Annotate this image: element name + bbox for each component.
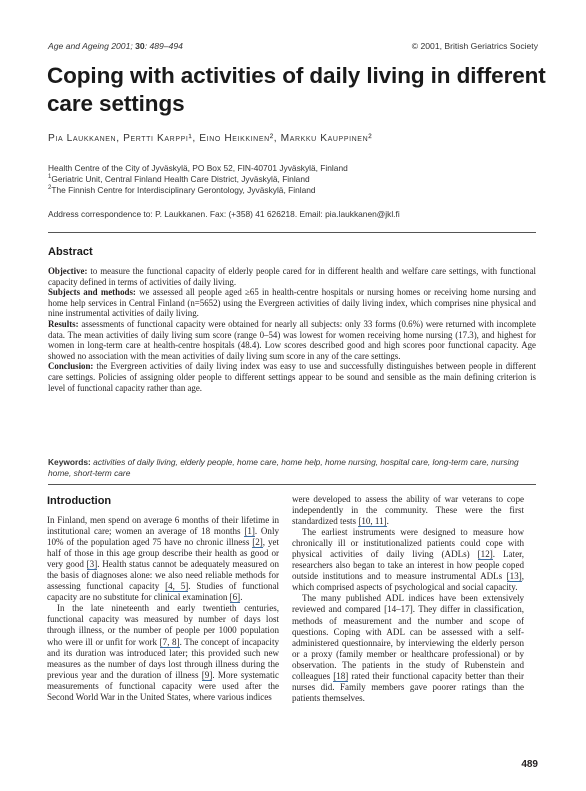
column-left [47,515,279,703]
paragraph-text: . The concept of incapacity and its duration was introduced later; this provided such new measures as the number of days lost through illness during the previous year and the duration of illness [47,636,279,680]
intro-paragraph-2 [47,603,279,702]
citation-link[interactable]: [12] [477,549,493,560]
affiliation-0: Health Centre of the City of Jyväskylä, PO Box 52, FIN-40701 Jyväskylä, Finland [48,163,348,173]
paragraph-text: . Health status cannot be adequately measured on the basis of diagnoses alone: we also need reliable methods for assessing functional capacity [47,559,279,592]
paragraph-text: , which comprised aspects of psychological and social capacity. [292,571,524,593]
author-list: Pia Laukkanen, Pertti Karppi¹, Eino Heikkinen², Markku Kauppinen² [48,133,373,144]
paragraph-text: . Later, researchers also began to take an interest in how people coped outside institutions and to measure instrumental ADLs [292,549,524,582]
intro-paragraph-3 [292,494,524,527]
abstract-objective: Objective: to measure the functional capacity of elderly people cared for in different health and welfare care settings, with functional capacity defined in terms of activities of daily living. [48,266,536,287]
citation-link[interactable]: [1] [244,526,255,537]
paragraph-text: The many published ADL indices have been extensively reviewed and compared [14–17]. They differ in classification, methods of measurement and the number and scope of questions. Coping with ADL can be assessed with a self-administered questionnaire, by interviewing the elderly person or a proxy (family member or healthcare professional) or by observation. The patients in the study of Rubenstein and colleagues [292,593,524,681]
affiliation-1: $^1$Geriatric Unit, Central Finland Health Care District, Jyväskylä, Finland [48,174,310,184]
paragraph-text: The earliest instruments were designed to measure how chronically ill or institutionalized patients could cope with physical activities of daily living (ADLs) [292,527,524,560]
abstract-methods: Subjects and methods: we assessed all people aged ≥65 in health-centre hospitals or nursing homes or receiving home nursing and home help services in Central Finland (n=5652) using the Evergreen activities of daily living index, which comprises nine physical and nine instrumental activities of daily living. [48,287,536,319]
paragraph-text: , yet half of those in this age group describe their health as good or very good [47,537,279,570]
abstract-heading: Abstract [48,246,93,258]
citation-link[interactable]: [9] [201,669,213,680]
article-title: Coping with activities of daily living in different care settings [47,63,546,116]
page-number: 489 [521,759,538,770]
paragraph-text: were developed to assess the ability of war veterans to cope independently in the community. These were the first standardized tests [292,494,524,527]
affiliation-2: $^2$The Finnish Centre for Interdisciplinary Gerontology, Jyväskylä, Finland [48,185,316,195]
abstract-body [48,266,536,393]
paragraph-text: . Only 10% of the population aged 75 have no chronic illness [47,526,279,548]
citation-link[interactable]: [6] [229,592,241,603]
abstract-results: Results: assessments of functional capacity were obtained for nearly all subjects: only 33 forms (0.6%) were returned with incomplete data. The mean activities of daily living sum score (range 0–54) was lowest for women receiving home nursing (17.3), and highest for women in long-term care at health-centre hospitals (48.4). Low scores described good and high scores poor functional capacity. Age showed no association with the mean activities of daily living sum score in any of the care settings. [48,318,536,361]
paragraph-text: . More systematic measurements of functional capacity were used after the Second World War in the United States, where various indices [47,669,279,702]
intro-paragraph-1 [47,515,279,603]
citation-link[interactable]: [10, 11] [358,516,387,527]
paragraph-text: . Studies of functional capacity are no substitute for clinical examination [47,581,279,603]
citation-link[interactable]: [13] [506,571,522,582]
abstract-conclusion: Conclusion: the Evergreen activities of daily living index was easy to use and successfully distinguishes between people in different care settings. Policies of assigning older people to different settings appear to be sound and sensible as the main defining criterion is level of functional capacity rather than age. [48,361,536,393]
paragraph-text: In Finland, men spend on average 6 months of their lifetime in institutional care; women an average of 18 months [47,515,279,537]
paragraph-text: In the late nineteenth and early twentieth centuries, functional capacity was measured by number of days lost through illness, or the number of people per 1000 population who were ill or unfit for work [47,603,279,647]
column-right [292,494,524,704]
intro-paragraph-4 [292,527,524,593]
journal-volume: 30 [135,41,145,51]
copyright-notice: © 2001, British Geriatrics Society [411,41,538,51]
divider-bottom [48,484,536,485]
journal-citation: Age and Ageing 2001; 30: 489–494 [48,41,183,51]
journal-pages: : 489–494 [144,41,183,51]
paragraph-text: . [240,592,243,603]
citation-link[interactable]: [7, 8] [159,636,180,647]
introduction-heading: Introduction [47,495,112,507]
keywords: Keywords: activities of daily living, elderly people, home care, home help, home nursing, hospital care, long-term care, nursing home, short-term care [48,457,519,479]
citation-link[interactable]: [2] [252,537,263,548]
paragraph-text: . [386,516,389,527]
divider-top [48,232,536,233]
paragraph-text: rated their functional capacity better than their nurses did. Family members gave poorer ratings than the patients themselves. [292,670,524,703]
correspondence-address: Address correspondence to: P. Laukkanen. Fax: (+358) 41 626218. Email: pia.laukkanen@jkl.fi [48,209,400,219]
citation-link[interactable]: [18] [333,670,349,681]
intro-paragraph-5 [292,593,524,703]
citation-link[interactable]: [4, 5] [165,581,189,592]
citation-link[interactable]: [3] [86,559,98,570]
